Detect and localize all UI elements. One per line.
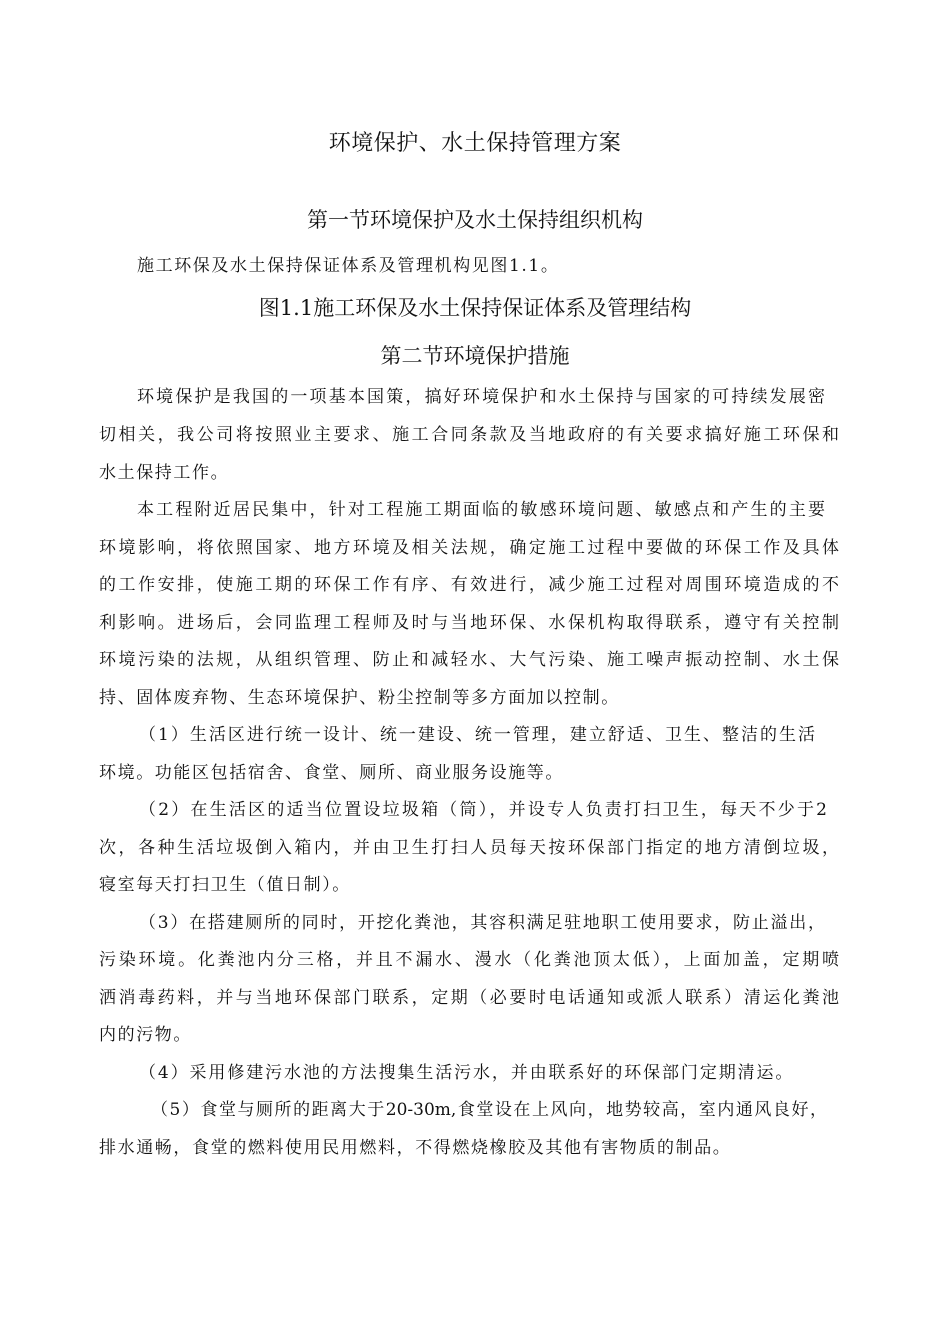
body-line: 利影响。进场后，会同监理工程师及时与当地环保、水保机构取得联系，遵守有关控制 [99, 613, 839, 633]
section-heading-2: 第二节环境保护措施 [380, 344, 570, 368]
body-line: 污染环境。化粪池内分三格，并且不漏水、漫水（化粪池顶太低），上面加盖，定期喷 [99, 950, 839, 970]
intro-text: 施工环保及水土保持保证体系及管理机构见图1.1。 [137, 256, 560, 276]
body-line: 环境。功能区包括宿舍、食堂、厕所、商业服务设施等。 [99, 763, 564, 783]
body-line: （4）采用修建污水池的方法搜集生活污水，并由联系好的环保部门定期清运。 [139, 1063, 795, 1083]
body-line: （1）生活区进行统一设计、统一建设、统一管理，建立舒适、卫生、整洁的生活 [139, 725, 815, 745]
body-line: （5）食堂与厕所的距离大于20-30m,食堂设在上风向，地势较高，室内通风良好， [151, 1100, 827, 1120]
body-line: （3）在搭建厕所的同时，开挖化粪池，其容积满足驻地职工使用要求，防止溢出， [139, 913, 825, 933]
body-line: 的工作安排，使施工期的环保工作有序、有效进行，减少施工过程对周围环境造成的不 [99, 575, 839, 595]
body-line: 次，各种生活垃圾倒入箱内，并由卫生打扫人员每天按环保部门指定的地方清倒垃圾， [99, 838, 839, 858]
body-line: 排水通畅，食堂的燃料使用民用燃料，不得燃烧橡胶及其他有害物质的制品。 [99, 1138, 732, 1158]
body-line: 寝室每天打扫卫生（值日制）。 [99, 875, 351, 895]
body-line: 洒消毒药料，并与当地环保部门联系，定期（必要时电话通知或派人联系）清运化粪池 [99, 988, 839, 1008]
document-title: 环境保护、水土保持管理方案 [328, 131, 622, 156]
section-heading-1: 第一节环境保护及水土保持组织机构 [307, 208, 643, 232]
body-line: 内的污物。 [99, 1025, 192, 1045]
figure-caption: 图1.1施工环保及水土保持保证体系及管理结构 [258, 296, 692, 320]
body-line: 水土保持工作。 [99, 463, 230, 483]
body-line: （2）在生活区的适当位置设垃圾箱（筒），并设专人负责打扫卫生，每天不少于2 [139, 800, 827, 820]
body-line: 环境影响，将依照国家、地方环境及相关法规，确定施工过程中要做的环保工作及具体 [99, 538, 839, 558]
body-line: 环境污染的法规，从组织管理、防止和减轻水、大气污染、施工噪声振动控制、水土保 [99, 650, 839, 670]
body-line: 本工程附近居民集中，针对工程施工期面临的敏感环境问题、敏感点和产生的主要 [137, 500, 825, 520]
body-line: 环境保护是我国的一项基本国策，搞好环境保护和水土保持与国家的可持续发展密 [137, 387, 825, 407]
body-line: 切相关，我公司将按照业主要求、施工合同条款及当地政府的有关要求搞好施工环保和 [99, 425, 839, 445]
body-line: 持、固体废弃物、生态环境保护、粉尘控制等多方面加以控制。 [99, 688, 620, 708]
